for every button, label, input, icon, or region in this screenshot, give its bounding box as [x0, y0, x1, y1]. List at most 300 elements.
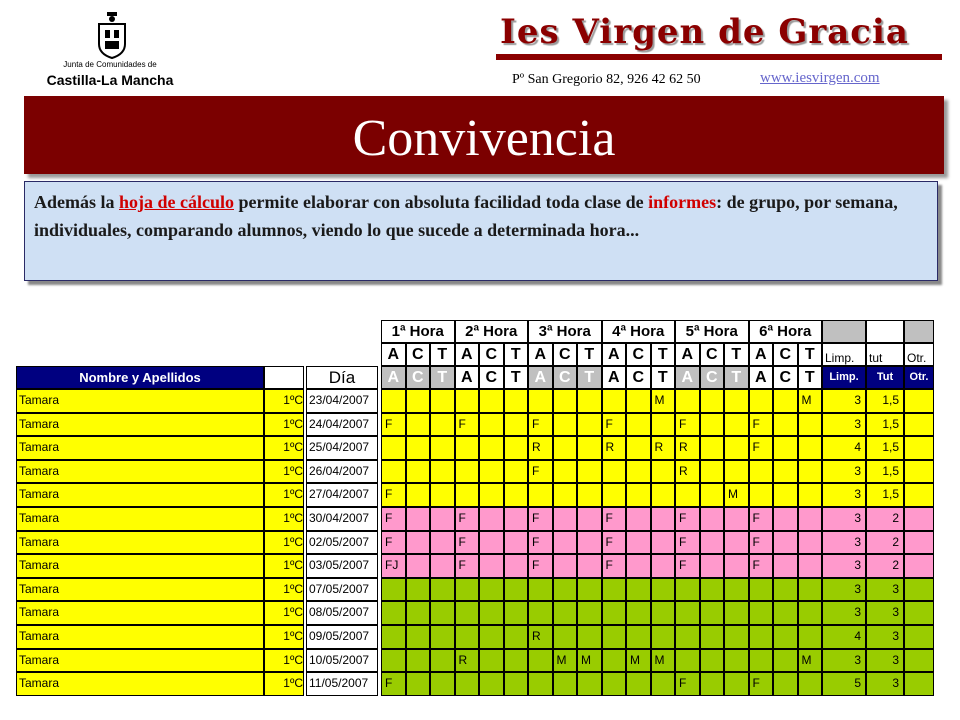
student-name-cell[interactable]: Tamara	[16, 531, 264, 555]
limp-cell[interactable]: 3	[822, 649, 866, 673]
attendance-mark-cell[interactable]	[651, 672, 676, 696]
date-cell[interactable]: 03/05/2007	[306, 554, 378, 578]
attendance-mark-cell[interactable]: M	[724, 483, 749, 507]
attendance-mark-cell[interactable]	[651, 601, 676, 625]
attendance-mark-cell[interactable]	[430, 507, 455, 531]
attendance-mark-cell[interactable]	[724, 554, 749, 578]
date-cell[interactable]: 27/04/2007	[306, 483, 378, 507]
otr-cell[interactable]	[904, 578, 934, 602]
group-cell[interactable]: 1ºC	[264, 460, 304, 484]
attendance-mark-cell[interactable]	[700, 601, 725, 625]
attendance-mark-cell[interactable]	[700, 413, 725, 437]
otr-cell[interactable]	[904, 389, 934, 413]
attendance-mark-cell[interactable]	[724, 625, 749, 649]
attendance-mark-cell[interactable]	[651, 578, 676, 602]
attendance-mark-cell[interactable]	[504, 460, 529, 484]
attendance-mark-cell[interactable]	[675, 389, 700, 413]
attendance-mark-cell[interactable]	[626, 531, 651, 555]
group-cell[interactable]: 1ºC	[264, 672, 304, 696]
attendance-mark-cell[interactable]	[724, 578, 749, 602]
group-cell[interactable]: 1ºC	[264, 601, 304, 625]
tut-cell[interactable]: 3	[866, 672, 904, 696]
attendance-mark-cell[interactable]	[675, 578, 700, 602]
attendance-mark-cell[interactable]: F	[675, 554, 700, 578]
attendance-mark-cell[interactable]: F	[381, 531, 406, 555]
tut-cell[interactable]: 2	[866, 554, 904, 578]
attendance-mark-cell[interactable]	[504, 578, 529, 602]
attendance-mark-cell[interactable]	[406, 578, 431, 602]
attendance-mark-cell[interactable]	[773, 531, 798, 555]
attendance-mark-cell[interactable]: R	[675, 436, 700, 460]
student-name-cell[interactable]: Tamara	[16, 436, 264, 460]
attendance-mark-cell[interactable]	[626, 507, 651, 531]
attendance-mark-cell[interactable]	[381, 649, 406, 673]
attendance-mark-cell[interactable]: F	[381, 483, 406, 507]
attendance-mark-cell[interactable]	[381, 436, 406, 460]
attendance-mark-cell[interactable]	[773, 578, 798, 602]
attendance-mark-cell[interactable]: F	[602, 531, 627, 555]
attendance-mark-cell[interactable]	[455, 578, 480, 602]
attendance-mark-cell[interactable]	[577, 625, 602, 649]
attendance-mark-cell[interactable]	[700, 672, 725, 696]
limp-cell[interactable]: 5	[822, 672, 866, 696]
group-cell[interactable]: 1ºC	[264, 649, 304, 673]
attendance-mark-cell[interactable]	[724, 389, 749, 413]
attendance-mark-cell[interactable]	[626, 460, 651, 484]
attendance-mark-cell[interactable]	[455, 601, 480, 625]
attendance-mark-cell[interactable]	[626, 601, 651, 625]
attendance-mark-cell[interactable]	[773, 672, 798, 696]
attendance-mark-cell[interactable]: M	[626, 649, 651, 673]
otr-cell[interactable]	[904, 672, 934, 696]
attendance-mark-cell[interactable]	[553, 601, 578, 625]
attendance-mark-cell[interactable]: R	[602, 436, 627, 460]
tut-cell[interactable]: 1,5	[866, 483, 904, 507]
attendance-mark-cell[interactable]	[651, 625, 676, 649]
attendance-mark-cell[interactable]	[430, 554, 455, 578]
attendance-mark-cell[interactable]	[724, 672, 749, 696]
otr-cell[interactable]	[904, 460, 934, 484]
attendance-mark-cell[interactable]: F	[528, 531, 553, 555]
attendance-mark-cell[interactable]	[430, 578, 455, 602]
attendance-mark-cell[interactable]	[455, 483, 480, 507]
attendance-mark-cell[interactable]	[798, 483, 823, 507]
attendance-mark-cell[interactable]: F	[381, 672, 406, 696]
attendance-mark-cell[interactable]	[504, 531, 529, 555]
attendance-mark-cell[interactable]: M	[577, 649, 602, 673]
attendance-mark-cell[interactable]	[602, 483, 627, 507]
attendance-mark-cell[interactable]	[406, 483, 431, 507]
attendance-mark-cell[interactable]	[724, 413, 749, 437]
attendance-mark-cell[interactable]	[700, 649, 725, 673]
attendance-mark-cell[interactable]	[651, 483, 676, 507]
group-cell[interactable]: 1ºC	[264, 413, 304, 437]
attendance-mark-cell[interactable]	[479, 649, 504, 673]
attendance-mark-cell[interactable]	[700, 460, 725, 484]
attendance-mark-cell[interactable]	[700, 483, 725, 507]
attendance-mark-cell[interactable]	[724, 601, 749, 625]
date-cell[interactable]: 25/04/2007	[306, 436, 378, 460]
group-cell[interactable]: 1ºC	[264, 554, 304, 578]
attendance-mark-cell[interactable]	[675, 625, 700, 649]
spreadsheet-link[interactable]: hoja de cálculo	[119, 192, 234, 212]
group-cell[interactable]: 1ºC	[264, 483, 304, 507]
attendance-mark-cell[interactable]	[602, 578, 627, 602]
attendance-mark-cell[interactable]	[504, 507, 529, 531]
date-cell[interactable]: 08/05/2007	[306, 601, 378, 625]
attendance-mark-cell[interactable]	[381, 578, 406, 602]
group-cell[interactable]: 1ºC	[264, 507, 304, 531]
student-name-cell[interactable]: Tamara	[16, 483, 264, 507]
attendance-mark-cell[interactable]: F	[602, 507, 627, 531]
attendance-mark-cell[interactable]	[577, 672, 602, 696]
attendance-mark-cell[interactable]	[430, 672, 455, 696]
attendance-mark-cell[interactable]	[455, 672, 480, 696]
attendance-mark-cell[interactable]	[479, 460, 504, 484]
tut-cell[interactable]: 3	[866, 578, 904, 602]
student-name-cell[interactable]: Tamara	[16, 672, 264, 696]
attendance-mark-cell[interactable]	[700, 578, 725, 602]
attendance-mark-cell[interactable]	[381, 601, 406, 625]
attendance-mark-cell[interactable]	[430, 436, 455, 460]
attendance-mark-cell[interactable]	[430, 413, 455, 437]
attendance-mark-cell[interactable]: R	[455, 649, 480, 673]
attendance-mark-cell[interactable]	[651, 531, 676, 555]
attendance-mark-cell[interactable]	[773, 389, 798, 413]
attendance-mark-cell[interactable]	[675, 649, 700, 673]
attendance-mark-cell[interactable]: M	[798, 649, 823, 673]
attendance-mark-cell[interactable]	[602, 460, 627, 484]
attendance-mark-cell[interactable]: F	[602, 413, 627, 437]
attendance-mark-cell[interactable]	[773, 483, 798, 507]
attendance-mark-cell[interactable]	[602, 625, 627, 649]
attendance-mark-cell[interactable]	[553, 389, 578, 413]
limp-cell[interactable]: 3	[822, 578, 866, 602]
date-cell[interactable]: 23/04/2007	[306, 389, 378, 413]
attendance-mark-cell[interactable]	[381, 625, 406, 649]
group-cell[interactable]: 1ºC	[264, 389, 304, 413]
website-link[interactable]: www.iesvirgen.com	[760, 70, 880, 86]
attendance-mark-cell[interactable]	[479, 483, 504, 507]
attendance-mark-cell[interactable]	[553, 531, 578, 555]
attendance-mark-cell[interactable]	[430, 483, 455, 507]
attendance-mark-cell[interactable]	[430, 649, 455, 673]
attendance-mark-cell[interactable]	[553, 413, 578, 437]
attendance-mark-cell[interactable]	[504, 601, 529, 625]
attendance-mark-cell[interactable]	[455, 436, 480, 460]
tut-cell[interactable]: 2	[866, 507, 904, 531]
otr-cell[interactable]	[904, 531, 934, 555]
attendance-mark-cell[interactable]	[626, 483, 651, 507]
attendance-mark-cell[interactable]	[553, 436, 578, 460]
limp-cell[interactable]: 3	[822, 460, 866, 484]
attendance-mark-cell[interactable]	[749, 389, 774, 413]
attendance-mark-cell[interactable]	[406, 531, 431, 555]
attendance-mark-cell[interactable]	[479, 389, 504, 413]
attendance-mark-cell[interactable]: R	[528, 625, 553, 649]
limp-cell[interactable]: 4	[822, 625, 866, 649]
attendance-mark-cell[interactable]	[798, 413, 823, 437]
attendance-mark-cell[interactable]: M	[553, 649, 578, 673]
attendance-mark-cell[interactable]	[798, 507, 823, 531]
attendance-mark-cell[interactable]: R	[651, 436, 676, 460]
attendance-mark-cell[interactable]	[504, 413, 529, 437]
attendance-mark-cell[interactable]	[553, 554, 578, 578]
attendance-mark-cell[interactable]	[430, 531, 455, 555]
attendance-mark-cell[interactable]	[406, 601, 431, 625]
attendance-mark-cell[interactable]	[626, 625, 651, 649]
attendance-mark-cell[interactable]	[626, 672, 651, 696]
student-name-cell[interactable]: Tamara	[16, 413, 264, 437]
attendance-mark-cell[interactable]	[504, 389, 529, 413]
tut-cell[interactable]: 1,5	[866, 413, 904, 437]
attendance-mark-cell[interactable]: F	[528, 413, 553, 437]
group-cell[interactable]: 1ºC	[264, 578, 304, 602]
tut-cell[interactable]: 2	[866, 531, 904, 555]
attendance-mark-cell[interactable]	[577, 413, 602, 437]
attendance-mark-cell[interactable]	[700, 625, 725, 649]
attendance-mark-cell[interactable]	[700, 389, 725, 413]
attendance-mark-cell[interactable]	[749, 460, 774, 484]
attendance-mark-cell[interactable]	[773, 507, 798, 531]
attendance-mark-cell[interactable]: F	[749, 531, 774, 555]
otr-cell[interactable]	[904, 601, 934, 625]
student-name-cell[interactable]: Tamara	[16, 625, 264, 649]
attendance-mark-cell[interactable]	[406, 460, 431, 484]
attendance-mark-cell[interactable]	[773, 601, 798, 625]
attendance-mark-cell[interactable]	[504, 649, 529, 673]
attendance-mark-cell[interactable]	[798, 601, 823, 625]
attendance-mark-cell[interactable]	[528, 578, 553, 602]
student-name-cell[interactable]: Tamara	[16, 649, 264, 673]
attendance-mark-cell[interactable]	[798, 460, 823, 484]
attendance-mark-cell[interactable]	[675, 483, 700, 507]
attendance-mark-cell[interactable]: R	[528, 436, 553, 460]
limp-cell[interactable]: 3	[822, 389, 866, 413]
attendance-mark-cell[interactable]	[479, 578, 504, 602]
attendance-mark-cell[interactable]: F	[602, 554, 627, 578]
attendance-mark-cell[interactable]	[430, 625, 455, 649]
attendance-mark-cell[interactable]	[504, 436, 529, 460]
attendance-mark-cell[interactable]	[626, 436, 651, 460]
attendance-mark-cell[interactable]: M	[651, 389, 676, 413]
limp-cell[interactable]: 4	[822, 436, 866, 460]
attendance-mark-cell[interactable]	[773, 625, 798, 649]
limp-cell[interactable]: 3	[822, 554, 866, 578]
attendance-mark-cell[interactable]	[430, 601, 455, 625]
limp-cell[interactable]: 3	[822, 483, 866, 507]
attendance-mark-cell[interactable]	[773, 554, 798, 578]
attendance-mark-cell[interactable]	[577, 601, 602, 625]
attendance-mark-cell[interactable]	[651, 460, 676, 484]
attendance-mark-cell[interactable]	[406, 625, 431, 649]
attendance-mark-cell[interactable]	[700, 436, 725, 460]
limp-cell[interactable]: 3	[822, 413, 866, 437]
date-cell[interactable]: 07/05/2007	[306, 578, 378, 602]
attendance-mark-cell[interactable]	[626, 554, 651, 578]
otr-cell[interactable]	[904, 649, 934, 673]
tut-cell[interactable]: 1,5	[866, 389, 904, 413]
attendance-mark-cell[interactable]	[406, 389, 431, 413]
tut-cell[interactable]: 3	[866, 625, 904, 649]
attendance-mark-cell[interactable]: F	[749, 436, 774, 460]
otr-cell[interactable]	[904, 436, 934, 460]
attendance-mark-cell[interactable]	[577, 483, 602, 507]
attendance-mark-cell[interactable]	[406, 554, 431, 578]
student-name-cell[interactable]: Tamara	[16, 507, 264, 531]
attendance-mark-cell[interactable]	[528, 389, 553, 413]
attendance-mark-cell[interactable]: F	[455, 413, 480, 437]
attendance-mark-cell[interactable]	[406, 436, 431, 460]
attendance-mark-cell[interactable]	[553, 507, 578, 531]
attendance-mark-cell[interactable]	[553, 483, 578, 507]
date-cell[interactable]: 30/04/2007	[306, 507, 378, 531]
limp-cell[interactable]: 3	[822, 601, 866, 625]
student-name-cell[interactable]: Tamara	[16, 389, 264, 413]
attendance-mark-cell[interactable]	[504, 483, 529, 507]
otr-cell[interactable]	[904, 554, 934, 578]
attendance-mark-cell[interactable]	[479, 601, 504, 625]
attendance-mark-cell[interactable]: F	[749, 413, 774, 437]
attendance-mark-cell[interactable]: F	[381, 507, 406, 531]
attendance-mark-cell[interactable]: F	[675, 507, 700, 531]
attendance-mark-cell[interactable]	[700, 507, 725, 531]
otr-cell[interactable]	[904, 625, 934, 649]
attendance-mark-cell[interactable]	[577, 554, 602, 578]
date-cell[interactable]: 02/05/2007	[306, 531, 378, 555]
attendance-mark-cell[interactable]: F	[675, 413, 700, 437]
attendance-mark-cell[interactable]	[455, 389, 480, 413]
attendance-mark-cell[interactable]	[479, 507, 504, 531]
attendance-mark-cell[interactable]	[577, 389, 602, 413]
attendance-mark-cell[interactable]	[577, 507, 602, 531]
attendance-mark-cell[interactable]	[651, 554, 676, 578]
attendance-mark-cell[interactable]: R	[675, 460, 700, 484]
attendance-mark-cell[interactable]	[577, 436, 602, 460]
group-cell[interactable]: 1ºC	[264, 625, 304, 649]
student-name-cell[interactable]: Tamara	[16, 460, 264, 484]
otr-cell[interactable]	[904, 507, 934, 531]
attendance-mark-cell[interactable]	[455, 625, 480, 649]
date-cell[interactable]: 10/05/2007	[306, 649, 378, 673]
attendance-mark-cell[interactable]	[749, 625, 774, 649]
date-cell[interactable]: 11/05/2007	[306, 672, 378, 696]
attendance-mark-cell[interactable]	[455, 460, 480, 484]
attendance-mark-cell[interactable]	[406, 507, 431, 531]
otr-cell[interactable]	[904, 483, 934, 507]
attendance-mark-cell[interactable]	[479, 436, 504, 460]
attendance-mark-cell[interactable]	[724, 649, 749, 673]
attendance-mark-cell[interactable]	[773, 460, 798, 484]
attendance-mark-cell[interactable]	[602, 601, 627, 625]
attendance-mark-cell[interactable]: F	[675, 672, 700, 696]
student-name-cell[interactable]: Tamara	[16, 554, 264, 578]
attendance-mark-cell[interactable]: F	[455, 531, 480, 555]
attendance-mark-cell[interactable]	[479, 625, 504, 649]
attendance-mark-cell[interactable]	[406, 672, 431, 696]
attendance-mark-cell[interactable]	[798, 578, 823, 602]
limp-cell[interactable]: 3	[822, 507, 866, 531]
group-cell[interactable]: 1ºC	[264, 531, 304, 555]
date-cell[interactable]: 24/04/2007	[306, 413, 378, 437]
attendance-mark-cell[interactable]	[528, 601, 553, 625]
attendance-mark-cell[interactable]	[798, 672, 823, 696]
attendance-mark-cell[interactable]: M	[798, 389, 823, 413]
attendance-mark-cell[interactable]: F	[749, 672, 774, 696]
attendance-mark-cell[interactable]	[798, 625, 823, 649]
attendance-mark-cell[interactable]	[479, 531, 504, 555]
date-cell[interactable]: 26/04/2007	[306, 460, 378, 484]
attendance-mark-cell[interactable]	[798, 554, 823, 578]
attendance-mark-cell[interactable]	[626, 389, 651, 413]
attendance-mark-cell[interactable]	[479, 413, 504, 437]
attendance-mark-cell[interactable]	[528, 672, 553, 696]
attendance-mark-cell[interactable]	[626, 413, 651, 437]
attendance-mark-cell[interactable]: FJ	[381, 554, 406, 578]
student-name-cell[interactable]: Tamara	[16, 578, 264, 602]
attendance-mark-cell[interactable]	[749, 578, 774, 602]
attendance-mark-cell[interactable]: F	[455, 554, 480, 578]
attendance-mark-cell[interactable]	[651, 507, 676, 531]
attendance-mark-cell[interactable]	[700, 554, 725, 578]
attendance-mark-cell[interactable]: F	[455, 507, 480, 531]
attendance-mark-cell[interactable]	[406, 649, 431, 673]
student-name-cell[interactable]: Tamara	[16, 601, 264, 625]
attendance-mark-cell[interactable]	[528, 483, 553, 507]
attendance-mark-cell[interactable]	[577, 578, 602, 602]
attendance-mark-cell[interactable]	[553, 578, 578, 602]
attendance-mark-cell[interactable]: F	[749, 507, 774, 531]
attendance-mark-cell[interactable]	[749, 601, 774, 625]
attendance-mark-cell[interactable]	[553, 460, 578, 484]
tut-cell[interactable]: 3	[866, 649, 904, 673]
attendance-mark-cell[interactable]	[479, 672, 504, 696]
attendance-mark-cell[interactable]	[504, 672, 529, 696]
otr-cell[interactable]	[904, 413, 934, 437]
attendance-mark-cell[interactable]	[651, 413, 676, 437]
attendance-mark-cell[interactable]: F	[528, 460, 553, 484]
attendance-mark-cell[interactable]	[553, 625, 578, 649]
attendance-mark-cell[interactable]: F	[528, 507, 553, 531]
attendance-mark-cell[interactable]: F	[528, 554, 553, 578]
attendance-mark-cell[interactable]	[773, 436, 798, 460]
attendance-mark-cell[interactable]	[602, 649, 627, 673]
attendance-mark-cell[interactable]	[430, 460, 455, 484]
attendance-mark-cell[interactable]	[381, 389, 406, 413]
attendance-mark-cell[interactable]	[798, 531, 823, 555]
attendance-mark-cell[interactable]	[626, 578, 651, 602]
attendance-mark-cell[interactable]	[528, 649, 553, 673]
attendance-mark-cell[interactable]	[553, 672, 578, 696]
attendance-mark-cell[interactable]: F	[381, 413, 406, 437]
attendance-mark-cell[interactable]	[773, 413, 798, 437]
attendance-mark-cell[interactable]	[724, 507, 749, 531]
attendance-mark-cell[interactable]	[724, 436, 749, 460]
attendance-mark-cell[interactable]	[602, 389, 627, 413]
attendance-mark-cell[interactable]: F	[675, 531, 700, 555]
attendance-mark-cell[interactable]	[798, 436, 823, 460]
attendance-mark-cell[interactable]	[700, 531, 725, 555]
attendance-mark-cell[interactable]	[749, 483, 774, 507]
attendance-mark-cell[interactable]	[406, 413, 431, 437]
attendance-mark-cell[interactable]: F	[749, 554, 774, 578]
attendance-mark-cell[interactable]: M	[651, 649, 676, 673]
attendance-mark-cell[interactable]	[749, 649, 774, 673]
attendance-mark-cell[interactable]	[773, 649, 798, 673]
date-cell[interactable]: 09/05/2007	[306, 625, 378, 649]
group-cell[interactable]: 1ºC	[264, 436, 304, 460]
attendance-mark-cell[interactable]	[724, 531, 749, 555]
